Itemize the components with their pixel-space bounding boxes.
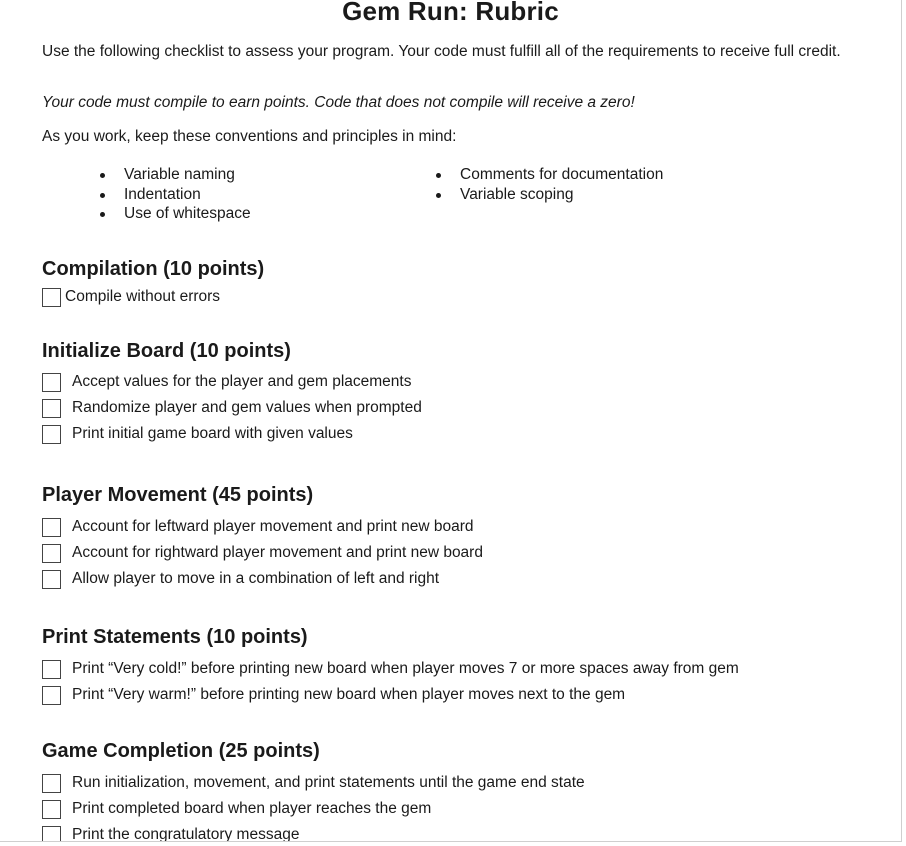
checklist-item-label: Run initialization, movement, and print statements until the game end state xyxy=(72,774,585,791)
checkbox[interactable] xyxy=(42,826,61,843)
checkbox[interactable] xyxy=(42,373,61,392)
checklist-item xyxy=(42,285,862,309)
checkbox[interactable] xyxy=(42,288,61,307)
checklist xyxy=(42,770,862,842)
section-heading: Print Statements (10 points) xyxy=(42,626,308,648)
checklist-item-label: Compile without errors xyxy=(65,288,221,305)
section-compilation xyxy=(42,256,862,309)
checklist-item xyxy=(42,395,862,421)
bullet-icon xyxy=(100,173,105,178)
section-game-completion xyxy=(42,738,862,842)
checklist-item xyxy=(42,566,862,592)
checklist-item-label: Randomize player and gem values when prompted xyxy=(72,399,422,416)
checklist-item-label: Accept values for the player and gem placements xyxy=(72,373,412,390)
checklist xyxy=(42,514,862,592)
checklist-item-label: Print “Very cold!” before printing new board when player moves 7 or more spaces away from gem xyxy=(72,660,739,677)
document-title: Gem Run: Rubric xyxy=(342,0,559,26)
conventions-column-left xyxy=(98,165,251,224)
convention-item xyxy=(98,185,251,205)
checkbox[interactable] xyxy=(42,570,61,589)
checkbox[interactable] xyxy=(42,774,61,793)
bullet-icon xyxy=(100,212,105,217)
bullet-icon xyxy=(100,193,105,198)
checkbox[interactable] xyxy=(42,399,61,418)
checklist-item-label: Print the congratulatory message xyxy=(72,826,300,842)
bullet-icon xyxy=(436,193,441,198)
checkbox[interactable] xyxy=(42,544,61,563)
section-heading: Game Completion (25 points) xyxy=(42,740,320,762)
convention-item xyxy=(434,165,663,185)
section-heading: Compilation (10 points) xyxy=(42,258,265,280)
section-heading: Initialize Board (10 points) xyxy=(42,340,291,362)
checklist-item xyxy=(42,770,862,796)
checkbox[interactable] xyxy=(42,518,61,537)
checklist-item-label: Account for rightward player movement and print new board xyxy=(72,544,483,561)
checkbox[interactable] xyxy=(42,660,61,679)
compile-warning: Your code must compile to earn points. Code that does not compile will receive a zero! xyxy=(42,94,635,111)
checklist-item xyxy=(42,514,862,540)
checklist xyxy=(42,656,862,708)
bullet-icon xyxy=(436,173,441,178)
checkbox[interactable] xyxy=(42,425,61,444)
checklist-item xyxy=(42,682,862,708)
convention-item xyxy=(98,165,251,185)
checkbox[interactable] xyxy=(42,686,61,705)
convention-label: Comments for documentation xyxy=(460,166,664,183)
convention-label: Indentation xyxy=(124,185,201,203)
section-initialize-board xyxy=(42,338,862,447)
checklist-item xyxy=(42,796,862,822)
section-heading: Player Movement (45 points) xyxy=(42,484,314,506)
convention-item xyxy=(98,204,251,224)
checklist-item-label: Account for leftward player movement and print new board xyxy=(72,518,474,535)
checklist-item-label: Print initial game board with given values xyxy=(72,425,353,442)
checklist-item xyxy=(42,421,862,447)
checklist-item xyxy=(42,822,862,842)
checklist-item-label: Print “Very warm!” before printing new board when player moves next to the gem xyxy=(72,686,626,703)
section-print-statements xyxy=(42,624,862,708)
checklist-item-label: Print completed board when player reaches the gem xyxy=(72,800,432,817)
convention-label: Use of whitespace xyxy=(124,205,251,222)
checklist-item xyxy=(42,656,862,682)
convention-item xyxy=(434,185,663,205)
intro-paragraph: Use the following checklist to assess your program. Your code must fulfill all of the requirements to receive full credit. xyxy=(42,43,841,60)
checklist-item-label: Allow player to move in a combination of left and right xyxy=(72,570,440,587)
checklist xyxy=(42,285,862,309)
convention-label: Variable naming xyxy=(124,166,235,183)
convention-label: Variable scoping xyxy=(460,185,574,203)
section-player-movement xyxy=(42,482,862,592)
checklist-item xyxy=(42,369,862,395)
checklist xyxy=(42,369,862,447)
checklist-item xyxy=(42,540,862,566)
conventions-intro: As you work, keep these conventions and principles in mind: xyxy=(42,128,457,145)
conventions-column-right xyxy=(434,165,663,204)
checkbox[interactable] xyxy=(42,800,61,819)
